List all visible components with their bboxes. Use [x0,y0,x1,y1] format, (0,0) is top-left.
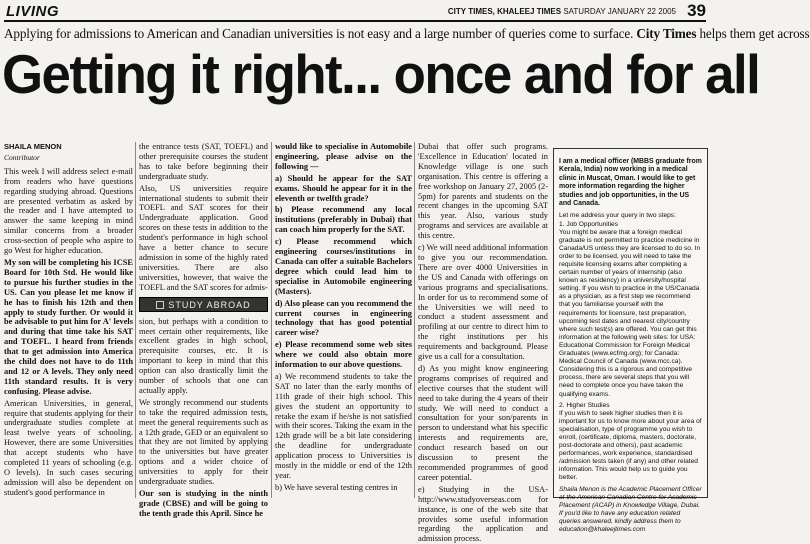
publication-info [448,7,676,16]
paragraph: sion, but perhaps with a condition to meet certain other requirements, like excellent grades in high school, prerequisite courses, etc. It is important to keep in mind that this option can also drastically limit the number of schools that one can actually apply. [139,316,268,395]
paragraph: We strongly recommend our students to take the required admission tests, meet the general requirements such as a 12th grade, GED or an equivalent so that they are not limited by applying to the universities but have greater options and a wider choice of universities to apply for their undergraduate studies. [139,397,268,487]
column-divider [414,142,415,498]
paragraph: Also, US universities require international students to submit their TOEFL and SAT scores for their Undergraduate application. Good scores on these tests in addition to the student's performance in high school have a better chance to secure admission in some of the highly rated universities. There are also universities, however, that waive the TOEFL and the SAT scores for admis- [139,183,268,292]
paragraph: This week I will address select e-mail from readers who have questions regarding studying abroad. Questions are presented verbatim as asked by the reader and I have attempted to answer the same keeping in mind similar concerns from a broader cross-section of people who aspire to go West for higher education. [4,166,133,256]
paragraph: If you wish to seek higher studies then it is important for us to know more about your area of specialisation, type of programme you wish to enroll, (certificate, diploma, masters, doctorate, post-doctorate and others), past academic performances, work experience, standardised /admission tests taken (if any) and other related information. This would help us to guide you better. [559,409,702,482]
paragraph: c) We will need additional information to give you our recommendation. There are over 4000 Universities in the US and Canada with offerings on various programs and specialisations. In order for us to recommend some of the Universities we will need to conduct a student assessment and profiling at our centre to direct him to the right institutions per his requirements and background. Please give us a call for a consultation. [418,243,548,362]
badge-box-icon [156,301,164,309]
article-column-4 [418,142,549,544]
publication-date: SATURDAY JANUARY 22 2005 [563,7,676,16]
article-column-2 [139,142,268,518]
deck-tail: helps them get across [696,26,810,41]
article-deck [4,26,810,42]
sidebar-heading: 2. Higher Studies [559,401,610,409]
paragraph: American Universities, in general, require that students applying for their undergraduate studies complete at least twelve years of schooling. However, there are some Universities that accept students who have completed 11 years of schooling (e.g. O levels). In such cases securing admission will also be dependent on student's good performance in [4,398,133,497]
reader-question: c) Please recommend which engineering courses/institutions in Canada can offer a suitable Bachelors degree which could lead him to specialise in Automobile engineering (Masters). [275,237,412,296]
reader-question: d) Also please can you recommend the current courses in engineering technology that has good potential career wise? [275,298,412,338]
paragraph: a) We recommend students to take the SAT no later than the early months of 11th grade of their high school. This gives the student an opportunity to retake the exam if he/she is not satisfied with their scores. Taking the exam in the 12th grade will be a bit late considering the deadline for undergraduate application process to Universities is mostly in the middle or end of the 12th year. [275,371,412,480]
sidebar-box [553,148,708,533]
study-abroad-badge [139,297,268,312]
article-column-3 [275,142,412,498]
page-number: 39 [687,1,706,20]
paragraph: You might be aware that a foreign medical graduate is not permitted to practice medicine in Canada/US unless they are licensed to do so. In order to be licensed, you will need to take the requisite licensing exams after completing a certain number of years of internship (also known as residency) in a university/hospital setting. If you wish to practice in the US/Canada as a physician, as a first step we recommend that you familiarise yourself with the requirements for licensure, test preparation, upcoming test dates and nearest city/country where such test(s) are offered. You can get this information at the following web sites: for USA: Educational Commission for Foreign Medical Graduates (www.ecfmg.org); for Canada: Medical Council of Canada (www.mcc.ca). Considering this is a rigorous and competitive process, there are several steps that you will need to complete once you have taken the qualifying exams. [559,228,701,398]
paragraph: the entrance tests (SAT, TOEFL) and other prerequisite courses the student has to take before beginning their undergraduate study. [139,142,268,181]
column-divider [271,142,272,498]
headline: Getting it right... once and for all [2,43,760,105]
reader-question: e) Please recommend some web sites where we could also obtain more information to our above questions. [275,340,412,370]
column-divider [135,142,136,498]
reader-question: b) Please recommend any local institutions (preferably in Dubai) that can coach him properly for the SAT. [275,205,412,235]
reader-question: would like to specialise in Automobile engineering, please advise on the following — [275,142,412,171]
badge-label: STUDY ABROAD [168,299,251,310]
reader-question: Our son is studying in the ninth grade (CBSE) and will be going to the tenth grade this April. Since he [139,489,268,518]
paragraph: b) We have several testing centres in [275,482,398,492]
deck-tag: City Times [636,26,697,41]
paragraph: e) Studying in the USA- http://www.studyoverseas.com for instance, is one of the web site that provides some useful information regarding the application and admission process. [418,484,548,544]
paragraph: d) As you might know engineering programs comprises of required and elective courses that the student will need to take during the 4 years of their study. We will need to conduct a consultation for your son/parents in person to understand what his specific interests and requirements are, conduct research based on our discussion to present the recommended programmes of good career potential. [418,363,548,482]
sidebar-question: I am a medical officer (MBBS graduate from Kerala, India) now working in a medical clinic in Muscat, Oman. I would like to get more information regarding the higher studies and job opportunities, in the US and Canada. [559,158,702,208]
deck-text: Applying for admissions to American and Canadian universities is not easy and a large number of queries come to surface. [4,26,637,41]
reader-question: My son will be completing his ICSE Board for 10th Std. He would like to pursue his further studies in the US. Can you please let me know if he has to finish his 12th and then apply to study further. Or would it be advisable to put him for A' levels and during that time take his SAT and TOEFL. I heard from friends that to get admission into America the child does not have to do 11th and 12 or A levels. They only need 11th standard results. It is very confusing. Please advise. [4,257,133,396]
sidebar-heading: 1. Job Opportunities [559,220,619,228]
article-column-1 [4,142,133,498]
page-header [4,2,706,22]
section-label: LIVING [6,3,60,20]
author-note: Shaila Menon is the Academic Placement Officer at the American Canadian Centre for Academic Placement (ACAP) in Knowledge Village, Dubai. If you'd like to have any education related queries answered, kindly address them to education@khaleejtimes.com [559,485,702,533]
publication-name: CITY TIMES, KHALEEJ TIMES [447,7,562,16]
sidebar-intro: Let me address your query in two steps: [559,212,676,220]
reader-question: a) Should he appear for the SAT exams. Should he appear for it in the eleventh or twelfth grade? [275,173,412,203]
byline-role: Contributor [4,152,40,162]
byline-name: SHAILA MENON [4,142,62,151]
paragraph: Dubai that offer such programs. 'Excellence in Education' located in Knowledge village is one such organisation. This centre is offering a free workshop on January 27, 2005 (2-5pm) for parents and students on the recent changes in the upcoming SAT this year. Also, various study programs and services are available at this centre. [418,142,549,241]
